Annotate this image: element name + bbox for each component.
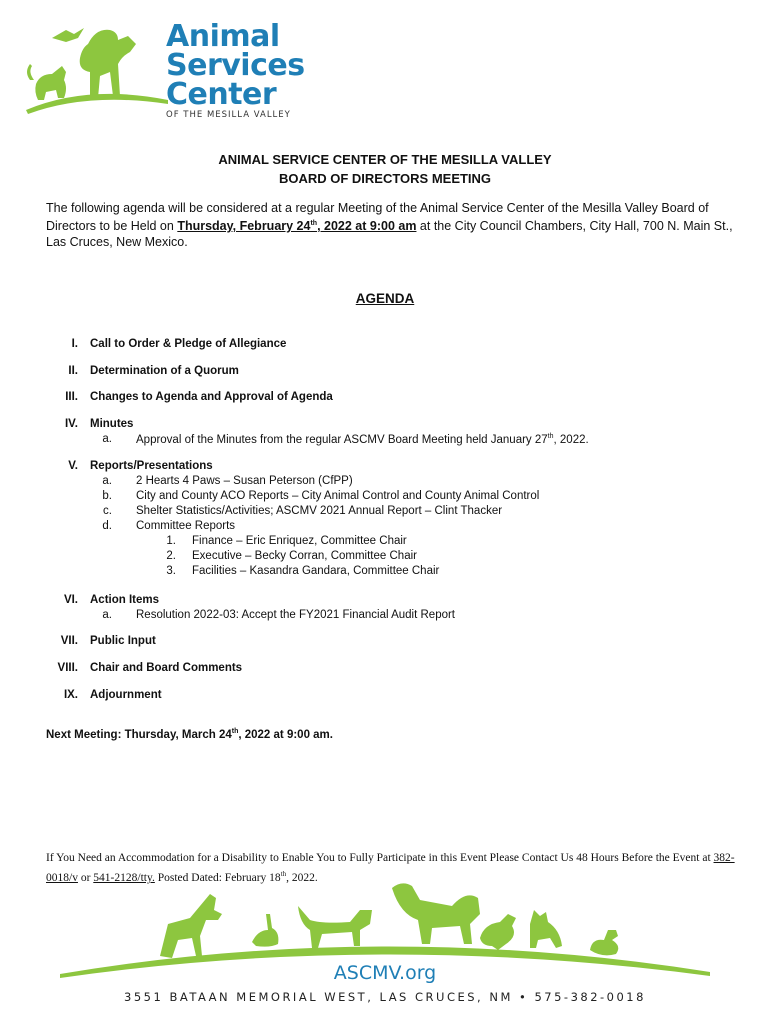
footer-address: 3551 BATAAN MEMORIAL WEST, LAS CRUCES, NM • 575-382-0018 bbox=[124, 990, 646, 1004]
item-number: II. bbox=[68, 365, 78, 377]
item-label: Call to Order & Pledge of Allegiance bbox=[90, 338, 287, 350]
logo-wordmark bbox=[166, 19, 305, 112]
title-meeting: BOARD OF DIRECTORS MEETING bbox=[278, 171, 492, 186]
item-number: IX. bbox=[63, 689, 78, 701]
item-label: Determination of a Quorum bbox=[90, 365, 239, 377]
accessibility-notice: If You Need an Accommodation for a Disability to Enable You to Fully Participate in this Event Please Contact Us 48 Hours Before the Event at 382-0018/v or 541-2128/tty. Posted Dated: February 18th, 2022. bbox=[46, 852, 735, 884]
item-label: Action Items bbox=[90, 594, 160, 606]
meeting-date-suffix: th bbox=[310, 220, 318, 227]
item-number: V. bbox=[68, 460, 78, 472]
phone-tty-link[interactable]: 541-2128/tty. bbox=[93, 871, 155, 884]
meeting-time: , 2022 at 9:00 am bbox=[317, 219, 417, 234]
intro-paragraph bbox=[46, 200, 736, 250]
item-label: Chair and Board Comments bbox=[90, 662, 243, 674]
website-link[interactable]: ASCMV.org bbox=[333, 962, 437, 984]
sub-letter: a. bbox=[102, 433, 112, 445]
item-label: Changes to Agenda and Approval of Agenda bbox=[90, 391, 333, 403]
item-label: Public Input bbox=[90, 635, 156, 647]
item-number: VI. bbox=[63, 594, 78, 606]
agenda-title: AGENDA bbox=[355, 291, 415, 306]
title-org: ANIMAL SERVICE CENTER OF THE MESILLA VALLEY bbox=[218, 152, 552, 167]
logo-line-3: Center bbox=[166, 77, 277, 112]
item-label: Reports/Presentations bbox=[90, 460, 213, 472]
item-number: VII. bbox=[60, 635, 78, 647]
logo-line-2: Services bbox=[166, 48, 305, 83]
phone-voice-link[interactable]: 382-0018/v bbox=[46, 852, 735, 884]
item-number: IV. bbox=[64, 418, 78, 430]
intro-text-before: The following agenda will be considered at a regular Meeting of the Animal Service Center of the Mesilla Valley Board of Directors to be Held on bbox=[46, 201, 709, 234]
item-label: Minutes bbox=[90, 418, 134, 430]
intro-text-after: at the City Council Chambers, City Hall, 700 N. Main St., Las Cruces, New Mexico. bbox=[46, 219, 733, 250]
logo-line-1: Animal bbox=[166, 19, 280, 54]
item-number: I. bbox=[71, 338, 78, 350]
item-number: III. bbox=[65, 391, 78, 403]
item-label: Adjournment bbox=[90, 689, 162, 701]
sub-text: Approval of the Minutes from the regular ASCMV Board Meeting held January 27th, 2022. bbox=[136, 433, 589, 446]
next-meeting: Next Meeting: Thursday, March 24th, 2022 at 9:00 am. bbox=[46, 728, 333, 741]
item-number: VIII. bbox=[57, 662, 78, 674]
logo-subtitle: OF THE MESILLA VALLEY bbox=[166, 110, 291, 120]
meeting-date: Thursday, February 24 bbox=[177, 219, 311, 234]
